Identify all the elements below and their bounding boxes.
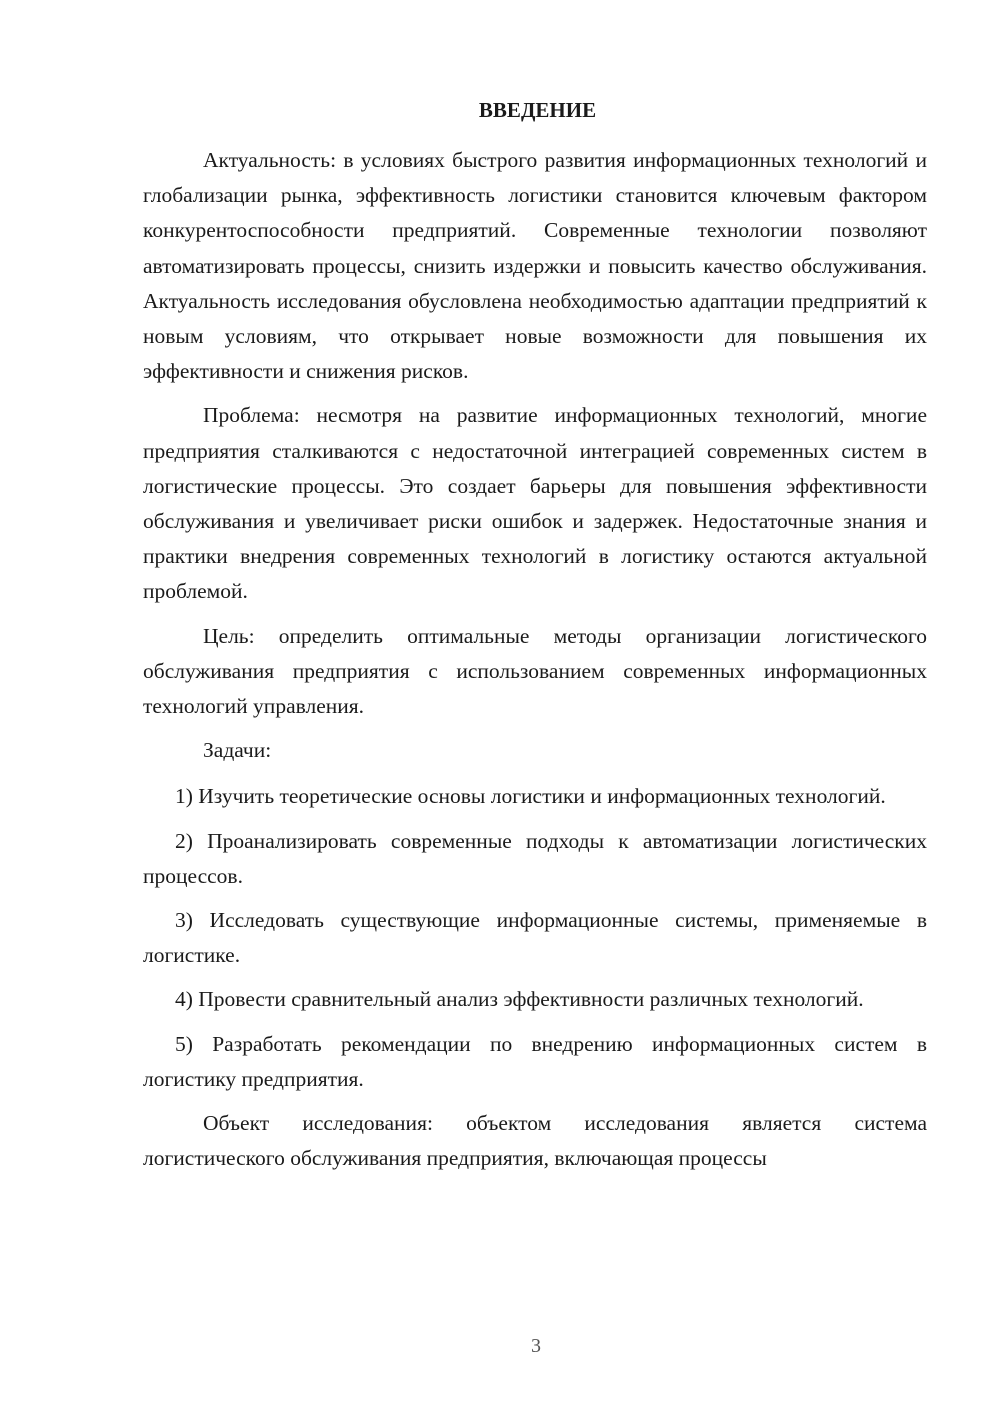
tasks-label: Задачи: bbox=[203, 738, 272, 763]
page-title: ВВЕДЕНИЕ bbox=[478, 98, 597, 122]
page-body bbox=[143, 95, 927, 1185]
task-item: 1) Изучить теоретические основы логистики и информационных технологий. bbox=[175, 784, 886, 809]
task-item: 2) Проанализировать современные подходы к автоматизации логистических процессов. bbox=[143, 828, 927, 888]
goal-paragraph: Цель: определить оптимальные методы организации логистического обслуживания предприятия с использованием современных информационных технологий управления. bbox=[143, 623, 927, 719]
task-item: 5) Разработать рекомендации по внедрению информационных систем в логистику предприятия. bbox=[143, 1031, 927, 1091]
task-item: 3) Исследовать существующие информационные системы, применяемые в логистике. bbox=[143, 908, 927, 968]
problem-paragraph: Проблема: несмотря на развитие информационных технологий, многие предприятия сталкиваются с недостаточной интеграцией современных систем в логистические процессы. Это создает барьеры для повышения эффективности обслуживания и увеличивает риски ошибок и задержек. Недостаточные знания и практики внедрения современных технологий в логистику остаются актуальной проблемой. bbox=[143, 403, 927, 604]
relevance-paragraph: Актуальность: в условиях быстрого развития информационных технологий и глобализации рынка, эффективность логистики становится ключевым фактором конкурентоспособности предприятий. Современные технологии позволяют автоматизировать процессы, снизить издержки и повысить качество обслуживания. Актуальность исследования обусловлена необходимостью адаптации предприятий к новым условиям, что открывает новые возможности для повышения их эффективности и снижения рисков. bbox=[143, 148, 927, 384]
task-item: 4) Провести сравнительный анализ эффективности различных технологий. bbox=[175, 987, 864, 1012]
object-paragraph: Объект исследования: объектом исследования является система логистического обслуживания предприятия, включающая процессы bbox=[143, 1111, 927, 1171]
page-number: 3 bbox=[531, 1335, 541, 1357]
